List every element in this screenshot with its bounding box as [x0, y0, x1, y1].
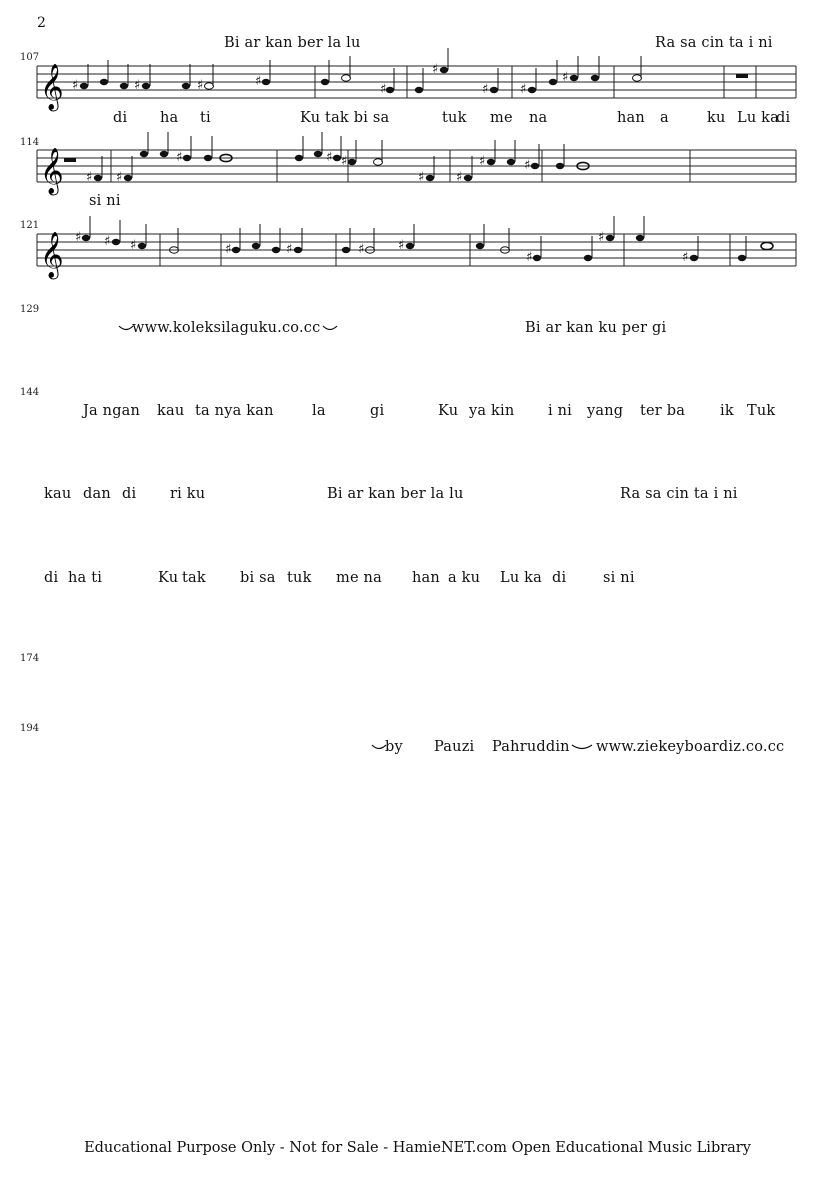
svg-text:♯: ♯	[341, 154, 348, 169]
svg-text:♯: ♯	[130, 238, 137, 253]
lyric-below: Ku tak bi sa	[300, 110, 390, 126]
treble-clef-icon: 𝄞	[40, 64, 64, 110]
svg-text:♯: ♯	[255, 74, 262, 89]
measure-number: 144	[20, 387, 40, 398]
svg-text:♯: ♯	[176, 150, 183, 165]
svg-text:♯: ♯	[562, 70, 569, 85]
svg-text:♯: ♯	[482, 82, 489, 97]
staff-system-2	[0, 140, 835, 192]
lyric-text: www.koleksilaguku.co.cc	[132, 320, 321, 336]
lyric-above: Ra sa cin ta i ni	[655, 35, 773, 51]
lyric-below: me	[490, 110, 513, 126]
treble-clef-icon: 𝄞	[40, 232, 64, 278]
svg-text:♯: ♯	[116, 170, 123, 185]
lyric-below: ha	[160, 110, 179, 126]
lyric-below: di	[113, 110, 128, 126]
svg-text:♯: ♯	[197, 78, 204, 93]
lyric-tie	[322, 325, 338, 333]
lyric-tie	[571, 744, 593, 752]
measure-number: 114	[20, 137, 40, 148]
svg-text:♯: ♯	[398, 238, 405, 253]
svg-text:♯: ♯	[75, 230, 82, 245]
svg-text:♯: ♯	[598, 230, 605, 245]
lyric-line: by Pauzi Pahruddin www.ziekeyboardiz.co.cc	[0, 739, 835, 759]
measure-number: 121	[20, 220, 40, 231]
svg-text:♯: ♯	[479, 154, 486, 169]
measure-number: 107	[20, 52, 40, 63]
svg-text:♯: ♯	[526, 250, 533, 265]
lyric-below: ku	[707, 110, 726, 126]
lyric-line: Ja ngan kau ta nya kan la gi Ku ya kin i ni yang ter ba ik Tuk	[83, 403, 776, 419]
lyric-below: a	[660, 110, 669, 126]
svg-text:♯: ♯	[432, 62, 439, 77]
svg-text:♯: ♯	[524, 158, 531, 173]
svg-text:♯: ♯	[682, 250, 689, 265]
svg-text:♯: ♯	[380, 82, 387, 97]
measure-number: 174	[20, 653, 40, 664]
svg-text:♯: ♯	[286, 242, 293, 257]
svg-text:♯: ♯	[358, 242, 365, 257]
lyric-below: ti	[200, 110, 211, 126]
treble-clef-icon: 𝄞	[40, 148, 64, 194]
svg-text:♯: ♯	[134, 78, 141, 93]
footer-text: Educational Purpose Only - Not for Sale - HamieNET.com Open Educational Music Library	[84, 1140, 751, 1156]
svg-text:♯: ♯	[86, 170, 93, 185]
svg-text:♯: ♯	[456, 170, 463, 185]
lyric-line: kau dan di ri ku Bi ar kan ber la lu Ra sa cin ta i ni	[44, 486, 738, 502]
svg-text:♯: ♯	[418, 170, 425, 185]
lyric-line: di ha ti Ku tak bi sa tuk me na han a ku Lu ka di si ni	[44, 570, 635, 586]
page-number: 2	[37, 15, 46, 31]
measure-number: 129	[20, 304, 40, 315]
lyric-below: han	[617, 110, 645, 126]
svg-text:♯: ♯	[72, 78, 79, 93]
svg-text:♯: ♯	[326, 150, 333, 165]
lyric-below: si ni	[89, 193, 121, 209]
svg-text:♯: ♯	[225, 242, 232, 257]
lyric-above: Bi ar kan ber la lu	[224, 35, 361, 51]
lyric-below: Lu ka	[737, 110, 780, 126]
staff-system-1	[0, 56, 835, 108]
lyric-text: Bi ar kan ku per gi	[525, 320, 667, 336]
lyric-below: di	[776, 110, 791, 126]
lyric-below: tuk	[442, 110, 467, 126]
lyric-below: na	[529, 110, 548, 126]
svg-text:♯: ♯	[104, 234, 111, 249]
svg-text:♯: ♯	[520, 82, 527, 97]
staff-system-3	[0, 224, 835, 276]
measure-number: 194	[20, 723, 40, 734]
